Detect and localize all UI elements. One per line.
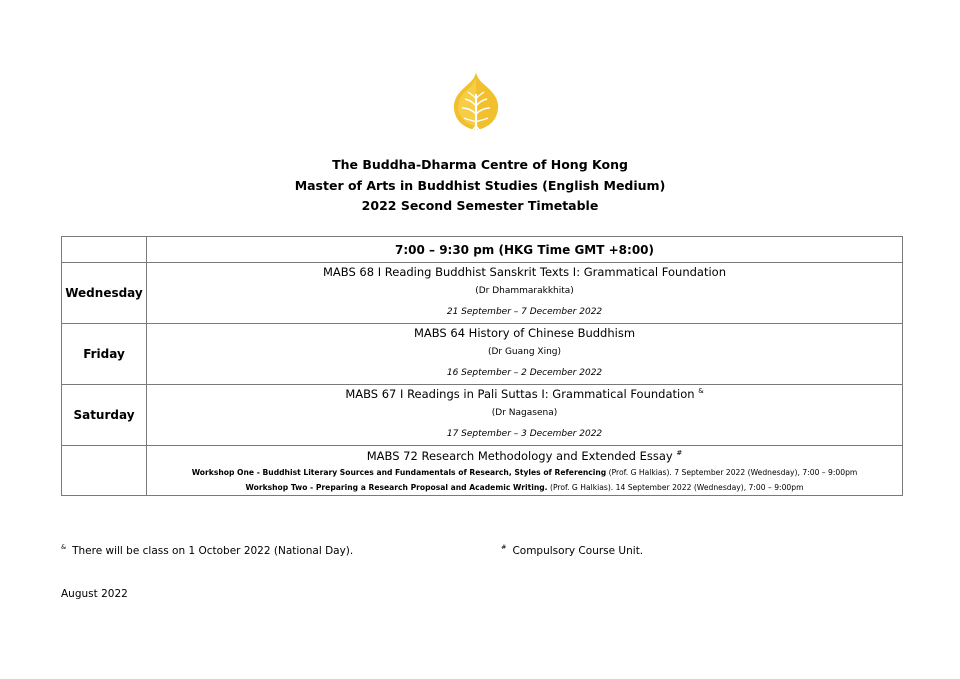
footnote-text: There will be class on 1 October 2022 (National Day).: [72, 545, 354, 557]
footnote-marker: &: [698, 387, 704, 395]
workshop-one-detail: (Prof. G Halkias). 7 September 2022 (Wednesday), 7:00 – 9:00pm: [606, 467, 858, 477]
course-cell: [147, 385, 903, 446]
workshop-one-title: Workshop One - Buddhist Literary Sources and Fundamentals of Research, Styles of Referencing: [191, 467, 607, 477]
footnote-marker: #: [501, 543, 507, 551]
lecturer-name: (Dr Guang Xing): [487, 347, 562, 357]
footnote-text: Compulsory Course Unit.: [512, 545, 644, 557]
workshop-one: [147, 465, 902, 480]
day-cell: Friday: [62, 324, 147, 385]
workshop-row: [62, 446, 903, 496]
programme-name: Master of Arts in Buddhist Studies (English Medium): [294, 177, 666, 193]
workshop-two-detail: (Prof. G Halkias). 14 September 2022 (Wednesday), 7:00 – 9:00pm: [547, 482, 804, 492]
course-title: MABS 68 I Reading Buddhist Sanskrit Texts I: Grammatical Foundation: [323, 265, 726, 279]
institution-name: The Buddha-Dharma Centre of Hong Kong: [332, 157, 628, 172]
time-slot-header: 7:00 – 9:30 pm (HKG Time GMT +8:00): [147, 237, 903, 263]
day-cell: Wednesday: [62, 263, 147, 324]
workshop-cell: [147, 446, 903, 496]
timetable-header-row: [62, 237, 903, 263]
day-cell: Saturday: [62, 385, 147, 446]
footnote-national-day: [61, 543, 353, 559]
empty-corner-cell: [62, 237, 147, 263]
course-cell: [147, 324, 903, 385]
workshop-two: [147, 480, 902, 495]
document-title: [0, 155, 960, 217]
empty-day-cell: [62, 446, 147, 496]
workshop-two-title: Workshop Two - Preparing a Research Proposal and Academic Writing.: [245, 482, 548, 492]
course-title: MABS 67 I Readings in Pali Suttas I: Grammatical Foundation &: [345, 387, 704, 401]
issue-date: August 2022: [61, 588, 128, 600]
course-title: MABS 72 Research Methodology and Extended Essay #: [366, 448, 683, 463]
bodhi-leaf-icon: [452, 70, 500, 134]
table-row: [62, 263, 903, 324]
footnote-marker: &: [61, 543, 67, 551]
course-title: MABS 64 History of Chinese Buddhism: [413, 326, 636, 340]
course-dates: 17 September – 3 December 2022: [446, 429, 603, 439]
lecturer-name: (Dr Dhammarakkhita): [475, 286, 574, 296]
footnote-marker: #: [676, 448, 683, 457]
lecturer-name: (Dr Nagasena): [491, 408, 558, 418]
timetable-title: 2022 Second Semester Timetable: [361, 198, 599, 213]
course-dates: 21 September – 7 December 2022: [446, 307, 603, 317]
footnote-compulsory: [501, 543, 643, 559]
table-row: [62, 385, 903, 446]
timetable: [61, 236, 903, 496]
course-cell: [147, 263, 903, 324]
course-dates: 16 September – 2 December 2022: [446, 368, 603, 378]
table-row: [62, 324, 903, 385]
